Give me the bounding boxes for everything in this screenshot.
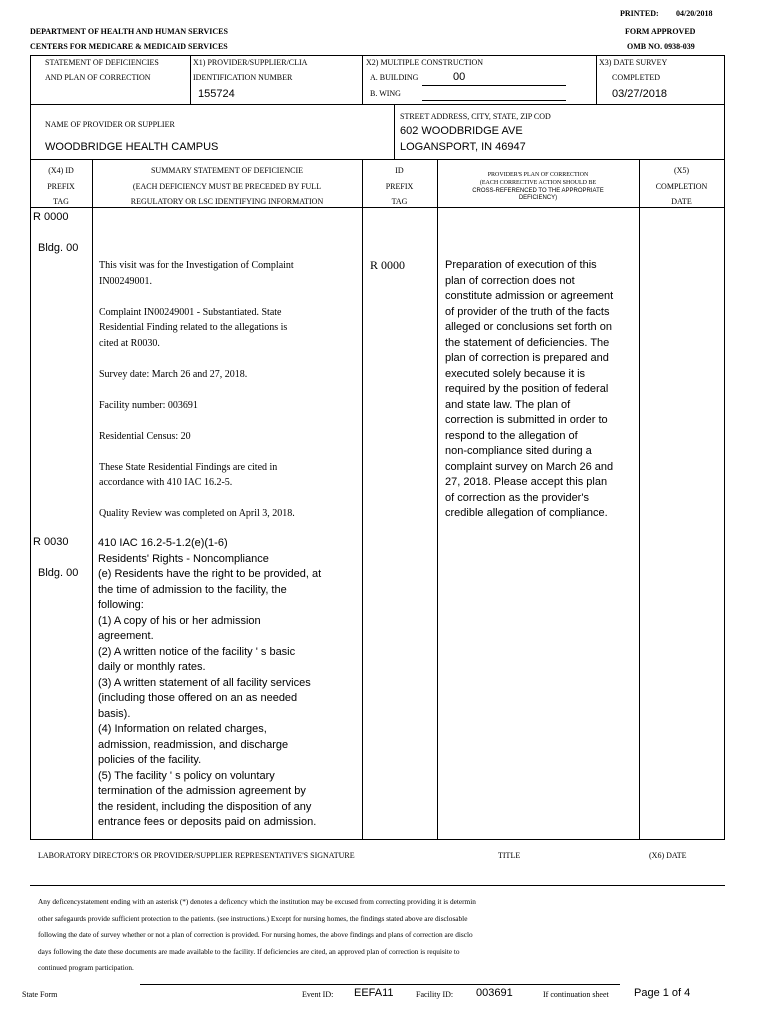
printed-date: 04/20/2018 bbox=[676, 9, 713, 18]
date-label: (X6) DATE bbox=[649, 851, 687, 860]
id-header-2: PREFIX bbox=[385, 182, 414, 191]
summary-block-r0000: This visit was for the Investigation of Complaint IN00249001. Complaint IN00249001 - Substantiated. State Residential Finding related to the allegations is cited at R0030. Survey date: March 26 and 27, 2018. Facility number: 003691 Residential Census: 20 These State Residential Findings are cited in accordance with 410 IAC 16.2-5. Quality Review was completed on April 3, 2018. bbox=[99, 260, 295, 519]
statement-label-2: AND PLAN OF CORRECTION bbox=[45, 73, 151, 82]
title-label: TITLE bbox=[498, 851, 521, 860]
x4-header-2: PREFIX bbox=[47, 182, 75, 191]
page-number: Page 1 of 4 bbox=[634, 987, 691, 999]
address-label: STREET ADDRESS, CITY, STATE, ZIP COD bbox=[400, 112, 551, 121]
event-id-value: EEFA11 bbox=[354, 987, 394, 999]
bldg-label-2: Bldg. 00 bbox=[38, 567, 79, 579]
plan-header-1: PROVIDER'S PLAN OF CORRECTION bbox=[487, 172, 589, 178]
survey-date-value: 03/27/2018 bbox=[612, 88, 668, 100]
id-header-3: TAG bbox=[391, 197, 408, 206]
summary-header-3: REGULATORY OR LSC IDENTIFYING INFORMATION bbox=[130, 197, 324, 206]
building-value: 00 bbox=[453, 71, 466, 83]
bldg-label-1: Bldg. 00 bbox=[38, 242, 79, 254]
provider-name-label: NAME OF PROVIDER OR SUPPLIER bbox=[45, 120, 175, 129]
summary-header-1: SUMMARY STATEMENT OF DEFICIENCIE bbox=[150, 166, 304, 175]
summary-header-2: (EACH DEFICIENCY MUST BE PRECEDED BY FULL bbox=[132, 182, 322, 191]
x5-header-2: COMPLETION bbox=[655, 182, 708, 191]
tag-r0030: R 0030 bbox=[33, 536, 69, 548]
x1-label-2: IDENTIFICATION NUMBER bbox=[193, 73, 293, 82]
x5-header-3: DATE bbox=[671, 197, 692, 206]
address-line2: LOGANSPORT, IN 46947 bbox=[400, 141, 526, 153]
x2-label: X2) MULTIPLE CONSTRUCTION bbox=[366, 58, 484, 67]
building-label: A. BUILDING bbox=[370, 73, 419, 82]
x1-label-1: X1) PROVIDER/SUPPLIER/CLIA bbox=[193, 58, 308, 67]
department-title: DEPARTMENT OF HEALTH AND HUMAN SERVICES bbox=[30, 27, 228, 36]
x5-header-1: (X5) bbox=[673, 166, 690, 175]
wing-label: B. WING bbox=[370, 89, 401, 98]
plan-header-4: DEFICIENCY) bbox=[518, 195, 558, 201]
omb-number: OMB NO. 0938-039 bbox=[627, 42, 695, 51]
director-signature-label: LABORATORY DIRECTOR'S OR PROVIDER/SUPPLIER REPRESENTATIVE'S SIGNATURE bbox=[38, 851, 355, 860]
form-approved: FORM APPROVED bbox=[625, 27, 696, 36]
provider-id-value: 155724 bbox=[198, 88, 235, 100]
id-header-1: ID bbox=[395, 166, 404, 175]
facility-id-value: 003691 bbox=[476, 987, 513, 999]
facility-id-label: Facility ID: bbox=[416, 990, 454, 999]
plan-header-2: (EACH CORRECTIVE ACTION SHOULD BE bbox=[479, 180, 597, 186]
event-id-label: Event ID: bbox=[302, 990, 334, 999]
x4-header-1: (X4) ID bbox=[48, 166, 74, 175]
tag-r0000: R 0000 bbox=[33, 211, 69, 223]
statement-label-1: STATEMENT OF DEFICIENCIES bbox=[45, 58, 159, 67]
disclaimer-text: Any deficencystatement ending with an asterisk (*) denotes a deficency which the institution may be excused from correcting providing it is determin other safegaurds provide sufficient protection to the patients. (see instructions.) Except for nursing homes, the findings stated above are disclosable following the date of survey whether or not a plan of correction is provided. For nursing homes, the above findings and plans of correction are disclo days following the date these documents are made available to the facility. If deficiencies are cited, an approved plan of correction is requisite to continued program participation. bbox=[38, 897, 476, 972]
x3-label-1: X3) DATE SURVEY bbox=[599, 58, 668, 67]
x3-label-2: COMPLETED bbox=[612, 73, 660, 82]
plan-of-correction-text: Preparation of execution of this plan of correction does not constitute admission or agreement of provider of the truth of the facts alleged or conclusions set forth on the statement of deficiencies. The plan of correction is prepared and executed solely because it is required by the position of federal and state law. The plan of correction is submitted in order to respond to the allegation of non-compliance sited during a complaint survey on March 26 and 27, 2018. Please accept this plan of correction as the provider's credible allegation of compliance. bbox=[445, 259, 614, 519]
summary-block-r0030: 410 IAC 16.2-5-1.2(e)(1-6) Residents' Rights - Noncompliance (e) Residents have the right to be provided, at the time of admission to the facility, the following: (1) A copy of his or her admission agreement. (2) A written notice of the facility ' s basic daily or monthly rates. (3) A written statement of all facility services (including those offered on an as needed basis). (4) Information on related charges, admission, readmission, and discharge policies of the facility. (5) The facility ' s policy on voluntary termination of the admission agreement by the resident, including the disposition of any entrance fees or deposits paid on admission. bbox=[98, 537, 322, 828]
centers-title: CENTERS FOR MEDICARE & MEDICAID SERVICES bbox=[30, 42, 228, 51]
provider-name-value: WOODBRIDGE HEALTH CAMPUS bbox=[45, 141, 219, 153]
state-form-label: State Form bbox=[22, 990, 58, 999]
printed-label: PRINTED: bbox=[620, 9, 659, 18]
x4-header-3: TAG bbox=[53, 197, 69, 206]
continuation-label: If continuation sheet bbox=[543, 990, 609, 999]
id-tag-r0000: R 0000 bbox=[370, 258, 406, 272]
plan-header-3: CROSS-REFERENCED TO THE APPROPRIATE bbox=[472, 188, 604, 194]
address-line1: 602 WOODBRIDGE AVE bbox=[400, 125, 523, 137]
